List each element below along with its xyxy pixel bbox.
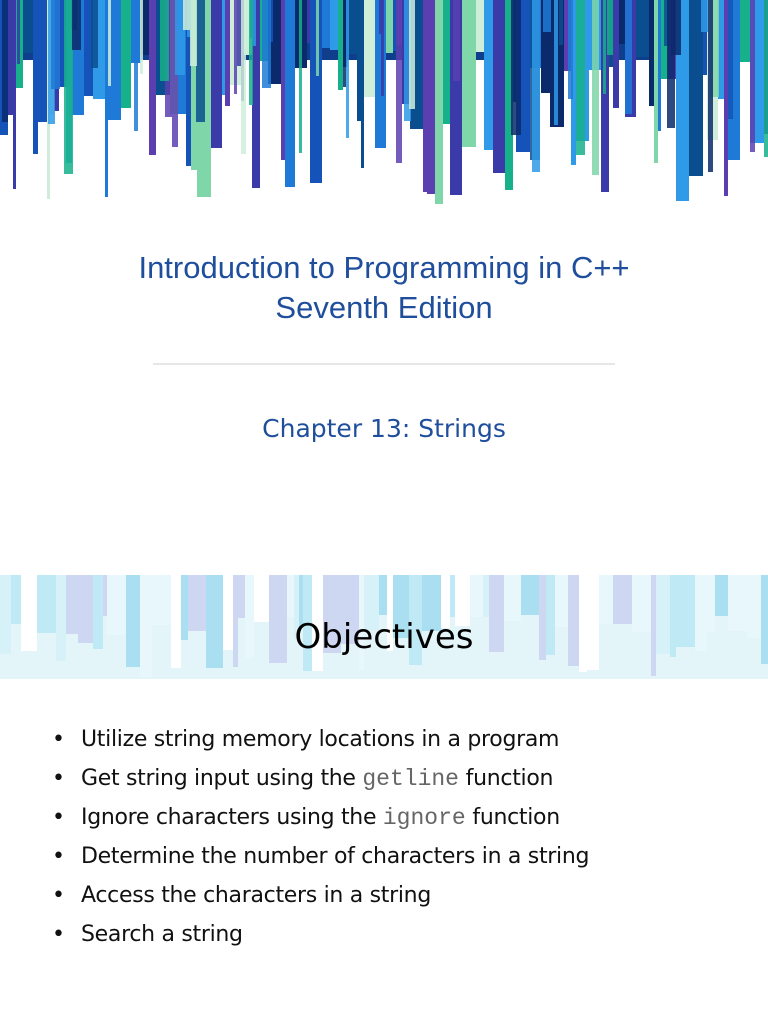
- bullet-dot-icon: •: [52, 727, 65, 752]
- objective-item: [52, 759, 589, 798]
- objective-item: [52, 837, 589, 876]
- objective-text: Get string input using the: [81, 766, 363, 791]
- objective-item: [52, 720, 589, 759]
- objective-text: Search a string: [81, 922, 243, 947]
- objective-text-suffix: function: [458, 766, 554, 791]
- bullet-dot-icon: •: [52, 844, 65, 869]
- title-divider: [153, 363, 615, 365]
- objectives-slide: [0, 575, 768, 1024]
- bullet-dot-icon: •: [52, 766, 65, 791]
- objective-text-suffix: function: [465, 805, 560, 830]
- objective-item: [52, 798, 589, 837]
- bullet-dot-icon: •: [52, 922, 65, 947]
- decorative-banner: [0, 0, 768, 215]
- code-keyword: ignore: [382, 805, 466, 831]
- slide-title: [0, 248, 768, 328]
- objective-text: Utilize string memory locations in a program: [81, 727, 560, 752]
- objective-text: Access the characters in a string: [81, 883, 431, 908]
- title-line-2: Seventh Edition: [275, 290, 493, 325]
- objective-text: Determine the number of characters in a string: [81, 844, 590, 869]
- bullet-dot-icon: •: [52, 805, 65, 830]
- chapter-subtitle: Chapter 13: Strings: [262, 414, 506, 443]
- title-line-1: Introduction to Programming in C++: [138, 250, 630, 285]
- code-keyword: getline: [362, 766, 459, 792]
- objective-item: [52, 915, 589, 954]
- banner-stripes-graphic: [0, 0, 768, 215]
- objective-item: [52, 876, 589, 915]
- objective-text: Ignore characters using the: [81, 805, 383, 830]
- objectives-heading: Objectives: [294, 617, 474, 657]
- objectives-list: [52, 720, 589, 954]
- bullet-dot-icon: •: [52, 883, 65, 908]
